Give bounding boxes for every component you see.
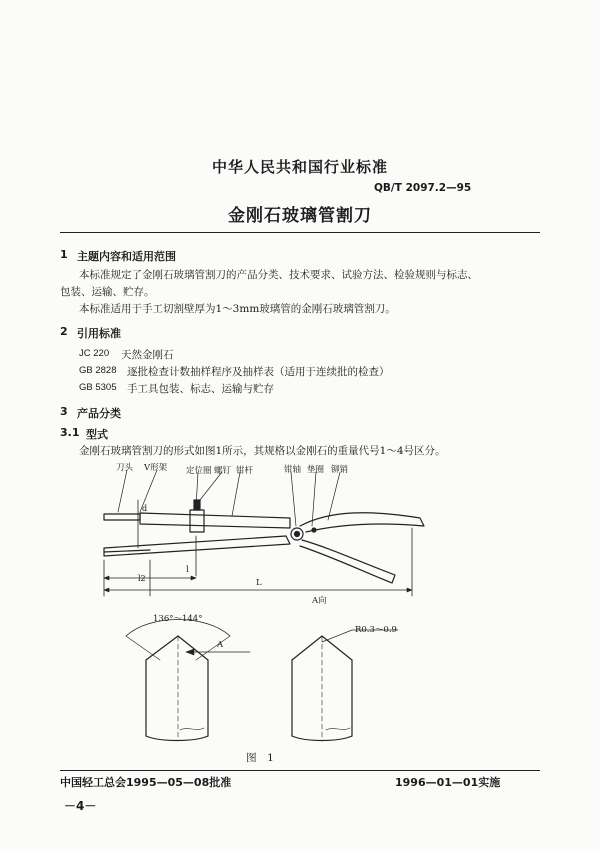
- standard-category: 中华人民共和国行业标准: [211, 158, 388, 176]
- label-blade-head: 刀头: [116, 463, 134, 473]
- locating-ring: [190, 510, 204, 532]
- approval-date: 中国轻工总会1995—05—08批准: [60, 776, 232, 789]
- screw: [194, 500, 200, 510]
- section-3-number: 3: [60, 405, 68, 418]
- label-pivot: 钳轴: [284, 465, 302, 475]
- label-radius: R0.3～0.9: [355, 625, 397, 635]
- section-2-heading: 引用标准: [77, 327, 121, 340]
- label-screw: 螺钉: [214, 466, 232, 476]
- label-handle-rod: 钳杆: [236, 466, 254, 476]
- label-dim-l: l: [186, 565, 189, 575]
- subsection-3-1-heading: 型式: [86, 428, 108, 441]
- section-2-number: 2: [60, 325, 68, 338]
- label-v-frame: V形架: [144, 463, 168, 473]
- standard-code: QB/T 2097.2—95: [374, 182, 472, 194]
- label-view-a: A向: [312, 596, 327, 606]
- footer-rule: [60, 770, 540, 771]
- label-dim-l2: l2: [138, 574, 146, 583]
- subsection-3-1-number: 3.1: [60, 426, 80, 439]
- reference-code: JC 220: [79, 348, 110, 359]
- label-dim-d: d: [142, 504, 148, 513]
- page-number: －4－: [64, 799, 97, 813]
- implementation-date: 1996—01—01实施: [395, 776, 501, 789]
- upper-jaw: [300, 513, 424, 532]
- label-rivet: 铆销: [331, 465, 349, 475]
- upper-rod: [140, 513, 290, 528]
- figure-caption: 图 1: [246, 752, 274, 764]
- section-3-heading: 产品分类: [77, 407, 121, 420]
- label-angle: 136°～144°: [153, 614, 203, 624]
- reference-title: 天然金刚石: [121, 349, 174, 361]
- blade-head-upper: [104, 514, 140, 520]
- section-1-paragraph-1-line-1: 本标准规定了金刚石玻璃管割刀的产品分类、技术要求、试验方法、检验规则与标志、: [79, 269, 478, 281]
- reference-title: 逐批检查计数抽样程序及抽样表（适用于连续批的检查）: [127, 366, 390, 378]
- reference-title: 手工具包装、标志、运输与贮存: [127, 383, 274, 395]
- reference-code: GB 5305: [79, 382, 117, 393]
- lower-jaw: [300, 540, 395, 583]
- label-washer: 垫圈: [307, 465, 325, 475]
- section-1-number: 1: [60, 248, 68, 261]
- section-3-paragraph-1: 金刚石玻璃管割刀的形式如图1所示，其规格以金刚石的重量代号1～4号区分。: [79, 445, 446, 457]
- document-title: 金刚石玻璃管割刀: [228, 206, 372, 226]
- section-1-paragraph-1-line-2: 包装、运输、贮存。: [60, 286, 155, 298]
- reference-code: GB 2828: [79, 365, 117, 376]
- section-1-paragraph-2: 本标准适用于手工切割壁厚为1～3mm玻璃管的金刚石玻璃管割刀。: [79, 303, 396, 315]
- label-dim-L: L: [256, 578, 262, 588]
- label-locating-ring: 定位圈: [186, 466, 212, 476]
- lower-rod: [104, 536, 290, 556]
- label-arrow-a: A: [217, 640, 224, 650]
- section-1-heading: 主题内容和适用范围: [77, 250, 176, 263]
